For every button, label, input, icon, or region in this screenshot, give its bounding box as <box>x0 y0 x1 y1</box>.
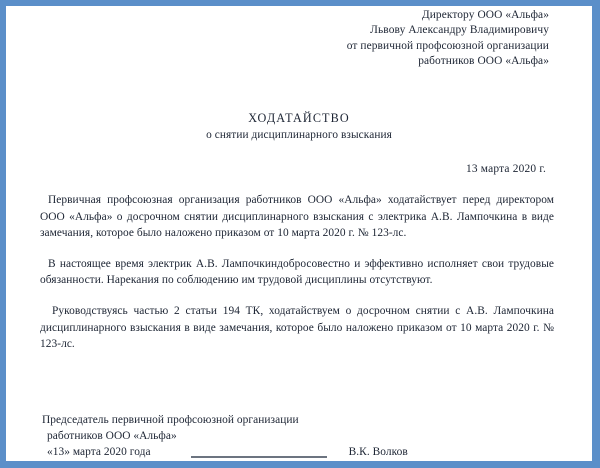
body-paragraph-3: Руководствуясь частью 2 статьи 194 ТК, ходатайствуем о досрочном снятии с А.В. Лампочкина дисциплинарного взыскания в виде замечания, которое было наложено приказом от 10 марта 2020 г. № 123-лс. <box>40 304 554 351</box>
document-date: 13 марта 2020 г. <box>465 163 546 175</box>
frame-border-right <box>592 0 600 468</box>
signatory-role-line-2: работников ООО «Альфа» <box>47 430 177 443</box>
addressee-line-from-organization: от первичной профсоюзной организации <box>346 39 549 52</box>
signature-block <box>42 412 562 461</box>
signatory-name: В.К. Волков <box>348 446 408 459</box>
signature-line <box>191 456 327 458</box>
document-subtitle: о снятии дисциплинарного взыскания <box>206 129 392 141</box>
frame-border-bottom <box>0 461 600 468</box>
document-title: ХОДАТАЙСТВО <box>248 111 350 125</box>
addressee-line-director: Директору ООО «Альфа» <box>421 9 549 21</box>
addressee-line-workers: работников ООО «Альфа» <box>418 55 549 68</box>
signature-date: «13» марта 2020 года <box>47 446 151 459</box>
addressee-line-name: Львову Александру Владимировичу <box>370 24 549 37</box>
addressee-block <box>239 8 549 70</box>
body-paragraph-1: Первичная профсоюзная организация работников ООО «Альфа» ходатайствует перед директором ООО «Альфа» о досрочном снятии дисциплинарного взыскания с электрика А.В. Лампочкина в виде замечания, которое было наложено приказом от 10 марта 2020 г. № 123-лс. <box>40 194 554 240</box>
document-sheet <box>6 6 592 461</box>
signature-row <box>42 444 562 460</box>
signatory-role-line-1: Председатель первичной профсоюзной организации <box>42 414 299 426</box>
document-body <box>40 192 554 353</box>
title-block <box>6 110 592 143</box>
body-paragraph-2: В настоящее время электрик А.В. Лампочкиндобросовестно и эффективно исполняет свои трудовые обязанности. Нарекания по соблюдению им трудовой дисциплины отсутствуют. <box>40 257 554 287</box>
